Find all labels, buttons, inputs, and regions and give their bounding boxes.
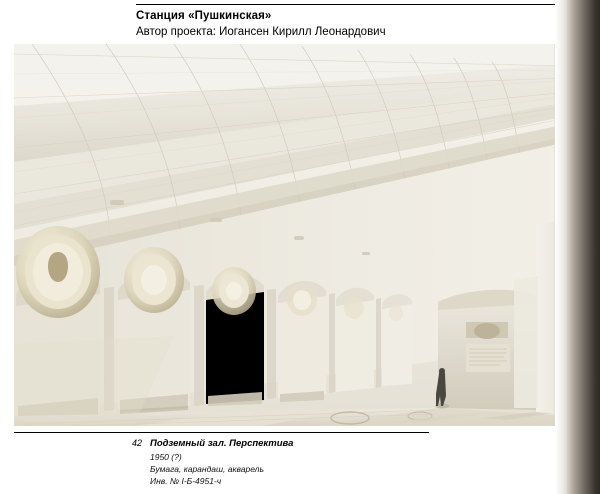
header-divider: [136, 4, 556, 5]
caption-line-date: 1950 (?): [150, 452, 182, 462]
figure-caption: [14, 432, 434, 487]
perspective-drawing: [14, 44, 567, 426]
caption-title-row: [14, 438, 434, 449]
page-header: [136, 4, 556, 40]
page-edge-light: [555, 0, 567, 494]
caption-title: Подземный зал. Перспектива: [150, 438, 294, 449]
caption-line-medium: Бумага, карандаш, акварель: [150, 464, 264, 474]
caption-divider: [14, 432, 429, 433]
illustration-plate: [14, 44, 567, 426]
page-subtitle: Автор проекта: Иогансен Кирилл Леонардович: [136, 26, 386, 38]
page-title: Станция «Пушкинская»: [136, 10, 272, 22]
caption-detail-lines: [14, 451, 434, 487]
book-gutter-shadow: [567, 0, 600, 494]
caption-number: 42: [132, 438, 143, 448]
caption-line-inventory: Инв. № I-Б-4951-ч: [150, 476, 222, 486]
